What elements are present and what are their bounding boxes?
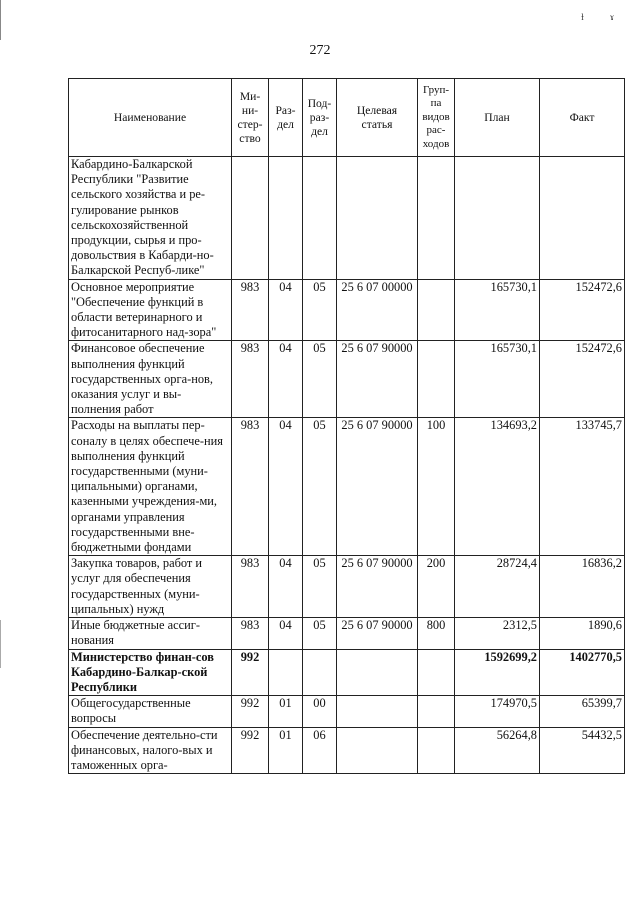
cell-section: 01 [269, 727, 303, 774]
cell-name: Расходы на выплаты пер-соналу в целях обеспече-ния выполнения функций государственными (муни-ципальными) органами, казенными учреждения-ми, органами управления государственными вне-бюджетными фондами [69, 418, 232, 556]
cell-ministry: 992 [232, 727, 269, 774]
budget-table [68, 78, 625, 774]
header-section: Раз- дел [269, 79, 303, 157]
cell-plan [455, 157, 540, 280]
cell-group [418, 341, 455, 418]
header-plan: План [455, 79, 540, 157]
cell-group [418, 157, 455, 280]
cell-plan: 174970,5 [455, 696, 540, 727]
cell-name: Иные бюджетные ассиг-нования [69, 618, 232, 649]
cell-plan: 134693,2 [455, 418, 540, 556]
cell-target: 25 6 07 90000 [337, 618, 418, 649]
table-row [69, 341, 625, 418]
cell-name: Финансовое обеспечение выполнения функций государственных орга-нов, оказания услуг и вы-полнения работ [69, 341, 232, 418]
cell-fact: 54432,5 [540, 727, 625, 774]
cell-target [337, 696, 418, 727]
cell-subsection: 05 [303, 618, 337, 649]
cell-fact: 152472,6 [540, 279, 625, 341]
cell-plan: 2312,5 [455, 618, 540, 649]
table-row [69, 556, 625, 618]
cell-section: 04 [269, 341, 303, 418]
header-row [69, 79, 625, 157]
table-row [69, 618, 625, 649]
cell-plan: 165730,1 [455, 341, 540, 418]
cell-section: 04 [269, 618, 303, 649]
cell-subsection: 05 [303, 279, 337, 341]
margin-line [0, 620, 1, 668]
cell-name: Закупка товаров, работ и услуг для обеспечения государственных (муни-ципальных) нужд [69, 556, 232, 618]
cell-section: 01 [269, 696, 303, 727]
cell-group: 200 [418, 556, 455, 618]
cell-group: 800 [418, 618, 455, 649]
cell-fact: 133745,7 [540, 418, 625, 556]
cell-target: 25 6 07 90000 [337, 556, 418, 618]
cell-ministry: 983 [232, 279, 269, 341]
cell-group [418, 727, 455, 774]
header-expense-group: Груп- па видов рас- ходов [418, 79, 455, 157]
cell-name: Основное мероприятие "Обеспечение функций в области ветеринарного и фитосанитарного над-зора" [69, 279, 232, 341]
cell-target: 25 6 07 90000 [337, 341, 418, 418]
cell-ministry: 992 [232, 649, 269, 696]
table-row [69, 279, 625, 341]
cell-subsection [303, 649, 337, 696]
cell-target [337, 727, 418, 774]
table-row [69, 696, 625, 727]
cell-section [269, 157, 303, 280]
header-ministry: Ми- ни- стер- ство [232, 79, 269, 157]
table-row [69, 649, 625, 696]
table-row [69, 157, 625, 280]
cell-fact: 16836,2 [540, 556, 625, 618]
cell-section [269, 649, 303, 696]
cell-group: 100 [418, 418, 455, 556]
header-subsection: Под- раз- дел [303, 79, 337, 157]
table-row [69, 418, 625, 556]
cell-subsection: 05 [303, 418, 337, 556]
cell-target: 25 6 07 90000 [337, 418, 418, 556]
table-row [69, 727, 625, 774]
cell-group [418, 696, 455, 727]
cell-section: 04 [269, 279, 303, 341]
cell-name: Обеспечение деятельно-сти финансовых, налого-вых и таможенных орга- [69, 727, 232, 774]
cell-ministry: 983 [232, 618, 269, 649]
cell-name: Кабардино-Балкарской Республики "Развитие сельского хозяйства и ре-гулирование рынков сельскохозяйственной продукции, сырья и про-довольствия в Кабарди-но-Балкарской Респуб-лике" [69, 157, 232, 280]
corner-marks: ɫ ɤ [581, 12, 626, 22]
cell-subsection: 06 [303, 727, 337, 774]
cell-group [418, 649, 455, 696]
cell-ministry [232, 157, 269, 280]
cell-plan: 1592699,2 [455, 649, 540, 696]
header-fact: Факт [540, 79, 625, 157]
cell-subsection: 00 [303, 696, 337, 727]
cell-fact [540, 157, 625, 280]
cell-fact: 1402770,5 [540, 649, 625, 696]
cell-target: 25 6 07 00000 [337, 279, 418, 341]
cell-ministry: 983 [232, 418, 269, 556]
cell-fact: 152472,6 [540, 341, 625, 418]
cell-subsection: 05 [303, 556, 337, 618]
header-target: Целевая статья [337, 79, 418, 157]
page-number: 272 [309, 43, 331, 58]
cell-plan: 56264,8 [455, 727, 540, 774]
cell-subsection [303, 157, 337, 280]
cell-name: Общегосударственные вопросы [69, 696, 232, 727]
cell-target [337, 157, 418, 280]
cell-ministry: 983 [232, 341, 269, 418]
cell-name: Министерство финан-сов Кабардино-Балкар-ской Республики [69, 649, 232, 696]
cell-fact: 1890,6 [540, 618, 625, 649]
cell-group [418, 279, 455, 341]
cell-ministry: 983 [232, 556, 269, 618]
cell-section: 04 [269, 418, 303, 556]
cell-plan: 28724,4 [455, 556, 540, 618]
cell-subsection: 05 [303, 341, 337, 418]
cell-plan: 165730,1 [455, 279, 540, 341]
margin-line [0, 0, 1, 40]
cell-fact: 65399,7 [540, 696, 625, 727]
header-name: Наименование [69, 79, 232, 157]
cell-ministry: 992 [232, 696, 269, 727]
cell-target [337, 649, 418, 696]
cell-section: 04 [269, 556, 303, 618]
